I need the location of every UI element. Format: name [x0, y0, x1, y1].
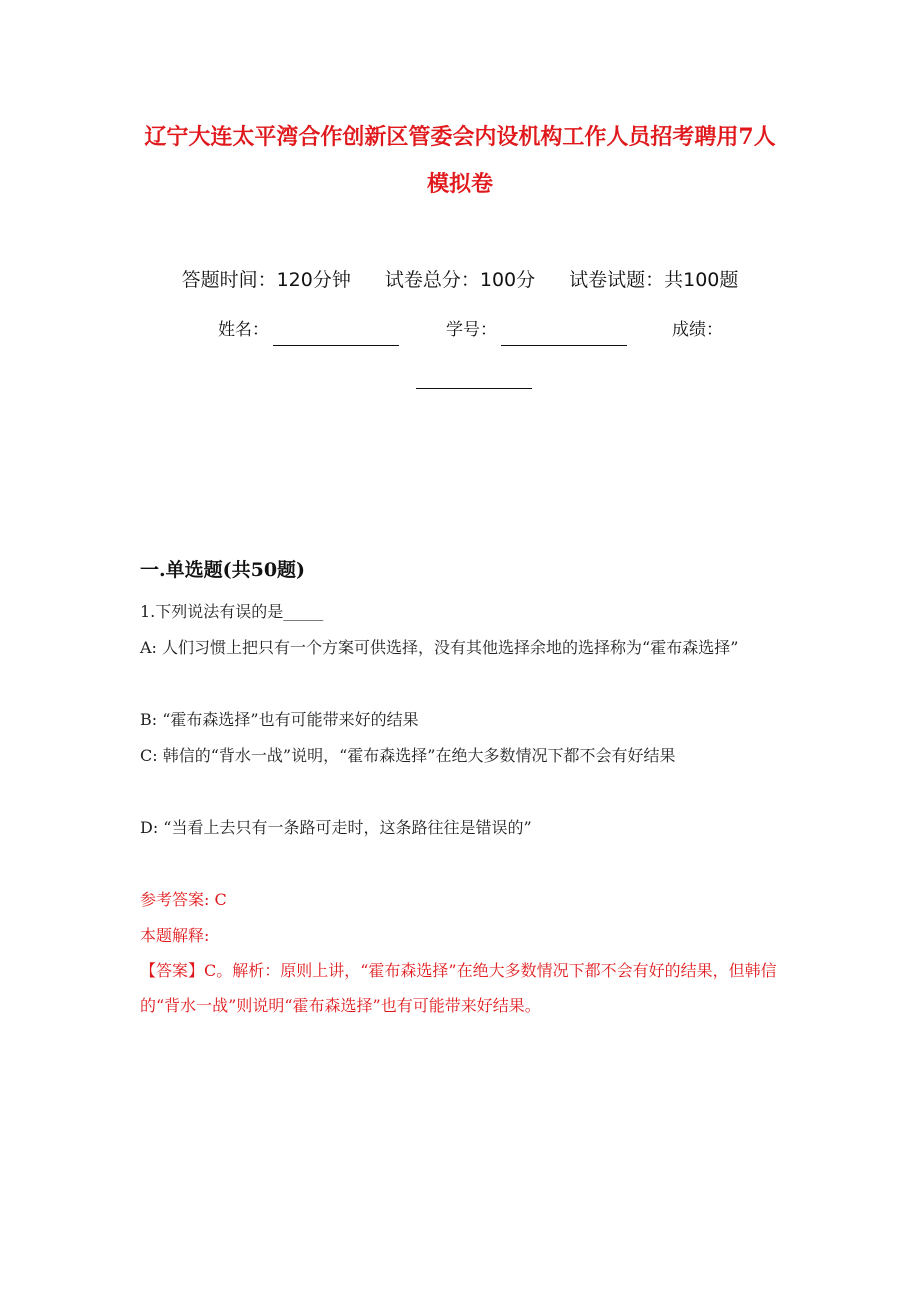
id-blank — [501, 325, 627, 346]
section-heading: 一.单选题(共50题) — [140, 559, 306, 581]
option-c: C: 韩信的“背水一战”说明，“霍布森选择”在绝大多数情况下都不会有好结果 — [140, 746, 676, 765]
explanation-label: 本题解释: — [140, 926, 210, 945]
option-b: B: “霍布森选择”也有可能带来好的结果 — [140, 710, 419, 729]
exam-time: 答题时间：120分钟 — [181, 269, 351, 291]
document-title-line-2: 模拟卷 — [426, 171, 493, 197]
id-field — [446, 314, 627, 346]
id-label: 学号： — [446, 320, 497, 340]
option-d: D: “当看上去只有一条路可走时，这条路往往是错误的” — [140, 818, 532, 837]
question-stem: 1.下列说法有误的是_____ — [140, 602, 324, 621]
exam-total-score: 试卷总分：100分 — [384, 269, 536, 291]
document-title-line-1: 辽宁大连太平湾合作创新区管委会内设机构工作人员招考聘用7人 — [144, 124, 776, 150]
option-a: A: 人们习惯上把只有一个方案可供选择，没有其他选择余地的选择称为“霍布森选择” — [140, 638, 739, 657]
name-field — [218, 314, 399, 346]
reference-answer: 参考答案: C — [140, 890, 227, 909]
explanation-text: 【答案】C。解析：原则上讲，“霍布森选择”在绝大多数情况下都不会有好的结果，但韩信的“背水一战”则说明“霍布森选择”也有可能带来好结果。 — [140, 961, 777, 1015]
score-field — [672, 314, 723, 346]
exam-question-count: 试卷试题：共100题 — [569, 269, 739, 291]
exam-meta-row — [0, 262, 920, 298]
score-blank — [416, 388, 532, 389]
name-label: 姓名： — [218, 320, 269, 340]
score-label: 成绩： — [672, 320, 723, 340]
name-blank — [273, 325, 399, 346]
